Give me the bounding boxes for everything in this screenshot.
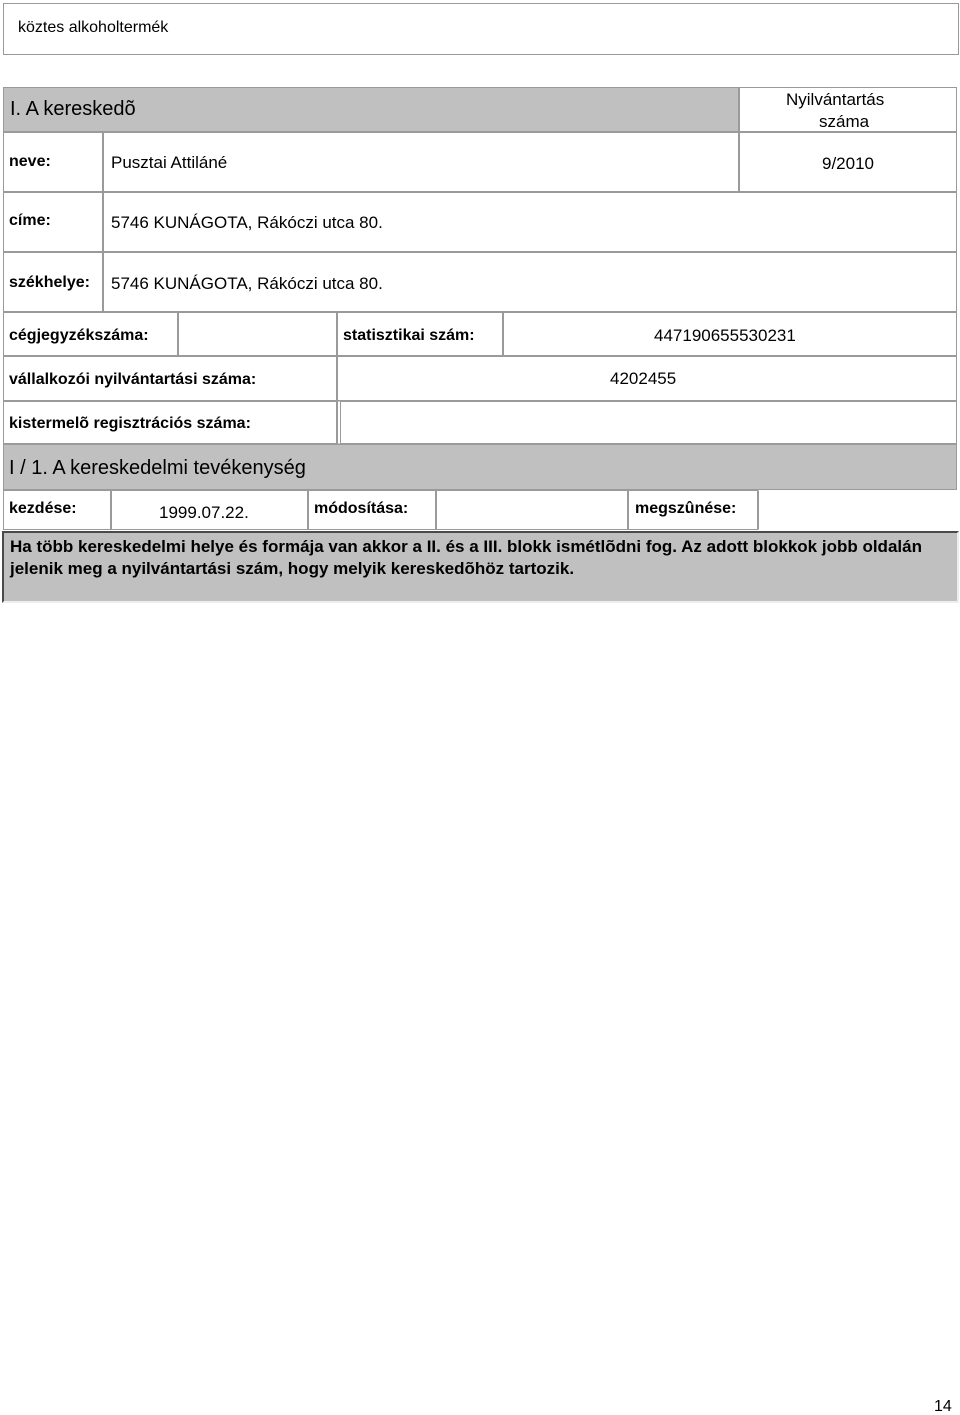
registration-number: 9/2010 [822,154,874,173]
address-label: címe: [9,212,51,229]
entrepreneur-value: 4202455 [610,369,677,388]
end-value-cell [758,490,957,530]
merchant-section-title: I. A kereskedõ [10,98,136,120]
seat-value: 5746 KUNÁGOTA, Rákóczi utca 80. [111,274,383,293]
company-reg-value-cell [178,312,337,356]
start-label: kezdése: [9,500,77,517]
stat-value: 447190655530231 [654,326,796,345]
modified-value-cell [436,490,628,530]
registration-label-line2: száma [819,112,870,131]
company-reg-label: cégjegyzékszáma: [9,327,149,344]
name-label: neve: [9,153,51,170]
repeat-blocks-note: Ha több kereskedelmi helye és formája van akkor a II. és a III. blokk ismétlõdni fog. Az adott blokkok jobb oldalán jelenik meg a nyilvántartási szám, hogy melyik kereskedõhöz tartozik. [2,531,959,603]
end-label: megszûnése: [635,500,737,517]
product-type-text: köztes alkoholtermék [18,19,169,36]
page-number: 14 [934,1398,952,1415]
producer-value-cell [337,401,957,444]
producer-label: kistermelõ regisztrációs száma: [9,415,251,432]
stat-label: statisztikai szám: [343,327,475,344]
registration-label-line1: Nyilvántartás [786,90,885,109]
start-value: 1999.07.22. [159,503,249,522]
address-value: 5746 KUNÁGOTA, Rákóczi utca 80. [111,213,383,232]
name-value: Pusztai Attiláné [111,153,228,172]
modified-label: módosítása: [314,500,409,517]
entrepreneur-label: vállalkozói nyilvántartási száma: [9,371,257,388]
seat-label: székhelye: [9,274,90,291]
activity-section-title: I / 1. A kereskedelmi tevékenység [9,457,306,479]
